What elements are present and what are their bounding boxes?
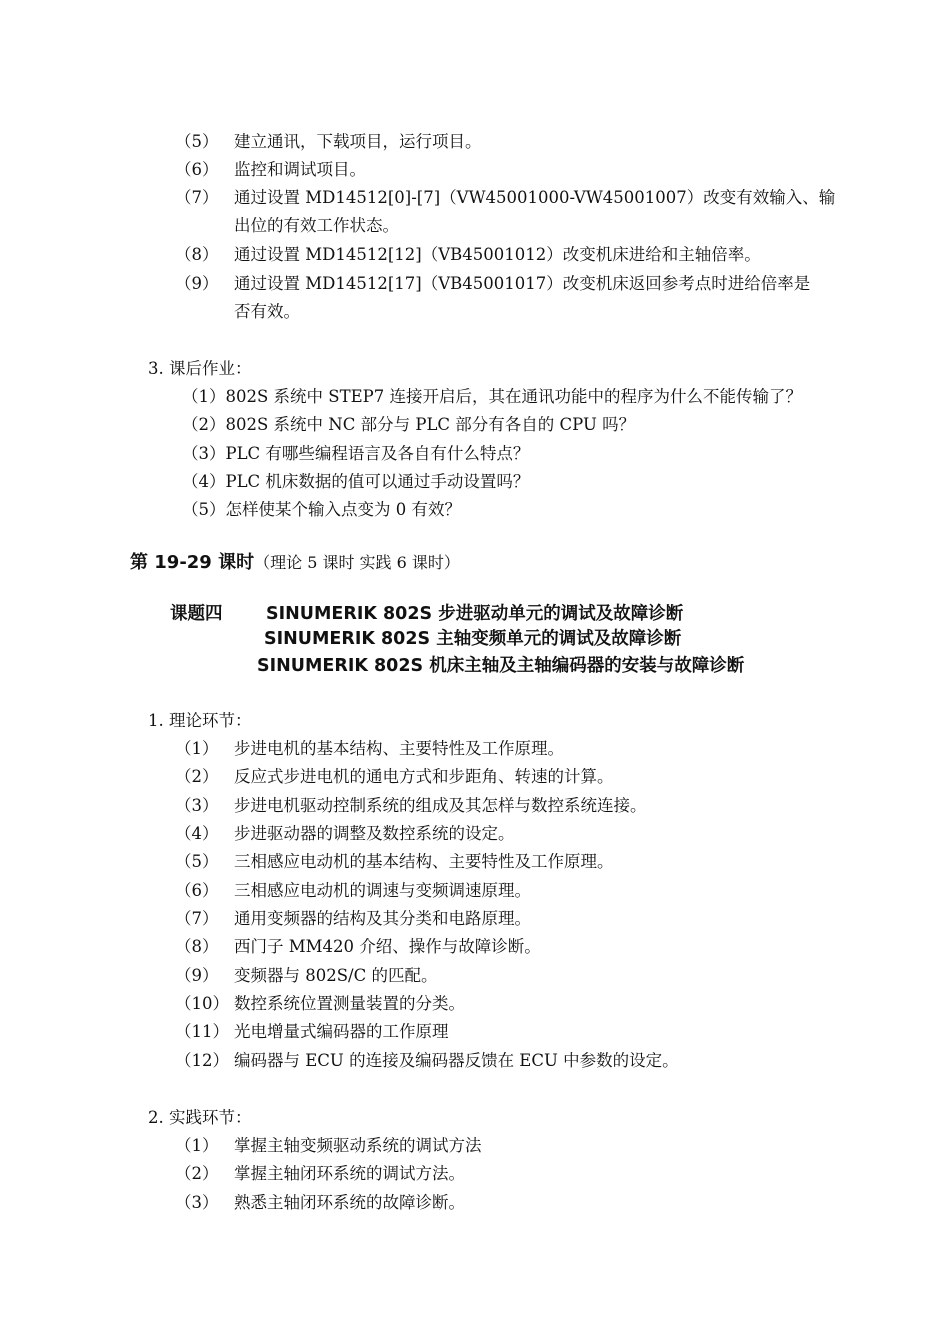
item-text: 通过设置 MD14512[12]（VB45001012）改变机床进给和主轴倍率。 (234, 245, 761, 264)
topic-line: SINUMERIK 802S 主轴变频单元的调试及故障诊断 (264, 629, 682, 649)
item-text: 通过设置 MD14512[17]（VB45001017）改变机床返回参考点时进给倍率是 (234, 274, 811, 293)
item-text: 通用变频器的结构及其分类和电路原理。 (234, 909, 531, 928)
item-text: 掌握主轴闭环系统的调试方法。 (234, 1164, 465, 1183)
lesson-heading (130, 551, 460, 575)
item-text: 建立通讯，下载项目，运行项目。 (234, 132, 482, 151)
item-number: （9） (175, 966, 219, 985)
item-text: 熟悉主轴闭环系统的故障诊断。 (234, 1193, 465, 1212)
topic-label: 课题四 (170, 604, 223, 624)
item-number: （5） (175, 132, 219, 151)
item-number: （1） (175, 739, 219, 758)
item-text: 光电增量式编码器的工作原理 (234, 1022, 449, 1041)
item-text: 监控和调试项目。 (234, 160, 366, 179)
item-text: 三相感应电动机的基本结构、主要特性及工作原理。 (234, 852, 614, 871)
item-number: （7） (175, 909, 219, 928)
item-text: 通过设置 MD14512[0]-[7]（VW45001000-VW45001007）改变有效输入、输 (234, 188, 836, 207)
item-number: （12） (175, 1051, 229, 1070)
item-number: （8） (175, 245, 219, 264)
item-number: （9） (175, 274, 219, 293)
item-text-continuation: 出位的有效工作状态。 (234, 216, 399, 235)
lesson-title: 第 19-29 课时 (130, 552, 255, 573)
item-number: （10） (175, 994, 229, 1013)
section-title-homework: 3. 课后作业： (148, 359, 252, 378)
item-text: 变频器与 802S/C 的匹配。 (234, 966, 438, 985)
item-text: 步进电机的基本结构、主要特性及工作原理。 (234, 739, 564, 758)
item-text: 掌握主轴变频驱动系统的调试方法 (234, 1136, 482, 1155)
item-text: 西门子 MM420 介绍、操作与故障诊断。 (234, 937, 541, 956)
item-number: （3） (175, 796, 219, 815)
item-number: （1） (175, 1136, 219, 1155)
homework-item: （5）怎样使某个输入点变为 0 有效？ (182, 500, 461, 519)
topic-line: SINUMERIK 802S 机床主轴及主轴编码器的安装与故障诊断 (257, 656, 745, 676)
homework-item: （2）802S 系统中 NC 部分与 PLC 部分有各自的 CPU 吗？ (182, 415, 636, 434)
item-text: 编码器与 ECU 的连接及编码器反馈在 ECU 中参数的设定。 (234, 1051, 679, 1070)
item-number: （6） (175, 881, 219, 900)
item-number: （2） (175, 767, 219, 786)
item-text: 数控系统位置测量装置的分类。 (234, 994, 465, 1013)
item-number: （8） (175, 937, 219, 956)
item-number: （6） (175, 160, 219, 179)
item-text: 步进电机驱动控制系统的组成及其怎样与数控系统连接。 (234, 796, 647, 815)
item-number: （7） (175, 188, 219, 207)
section-title-practice: 2. 实践环节： (148, 1108, 252, 1127)
homework-item: （1）802S 系统中 STEP7 连接开启后，其在通讯功能中的程序为什么不能传输了？ (182, 387, 802, 406)
lesson-subtitle: （理论 5 课时 实践 6 课时） (254, 553, 460, 572)
item-number: （3） (175, 1193, 219, 1212)
topic-line: SINUMERIK 802S 步进驱动单元的调试及故障诊断 (266, 604, 684, 624)
item-number: （4） (175, 824, 219, 843)
item-text: 步进驱动器的调整及数控系统的设定。 (234, 824, 515, 843)
item-text: 反应式步进电机的通电方式和步距角、转速的计算。 (234, 767, 614, 786)
item-text: 三相感应电动机的调速与变频调速原理。 (234, 881, 531, 900)
section-title-theory: 1. 理论环节： (148, 711, 252, 730)
item-number: （5） (175, 852, 219, 871)
item-number: （2） (175, 1164, 219, 1183)
item-number: （11） (175, 1022, 229, 1041)
item-text-continuation: 否有效。 (234, 302, 300, 321)
homework-item: （3）PLC 有哪些编程语言及各自有什么特点？ (182, 444, 530, 463)
homework-item: （4）PLC 机床数据的值可以通过手动设置吗？ (182, 472, 530, 491)
